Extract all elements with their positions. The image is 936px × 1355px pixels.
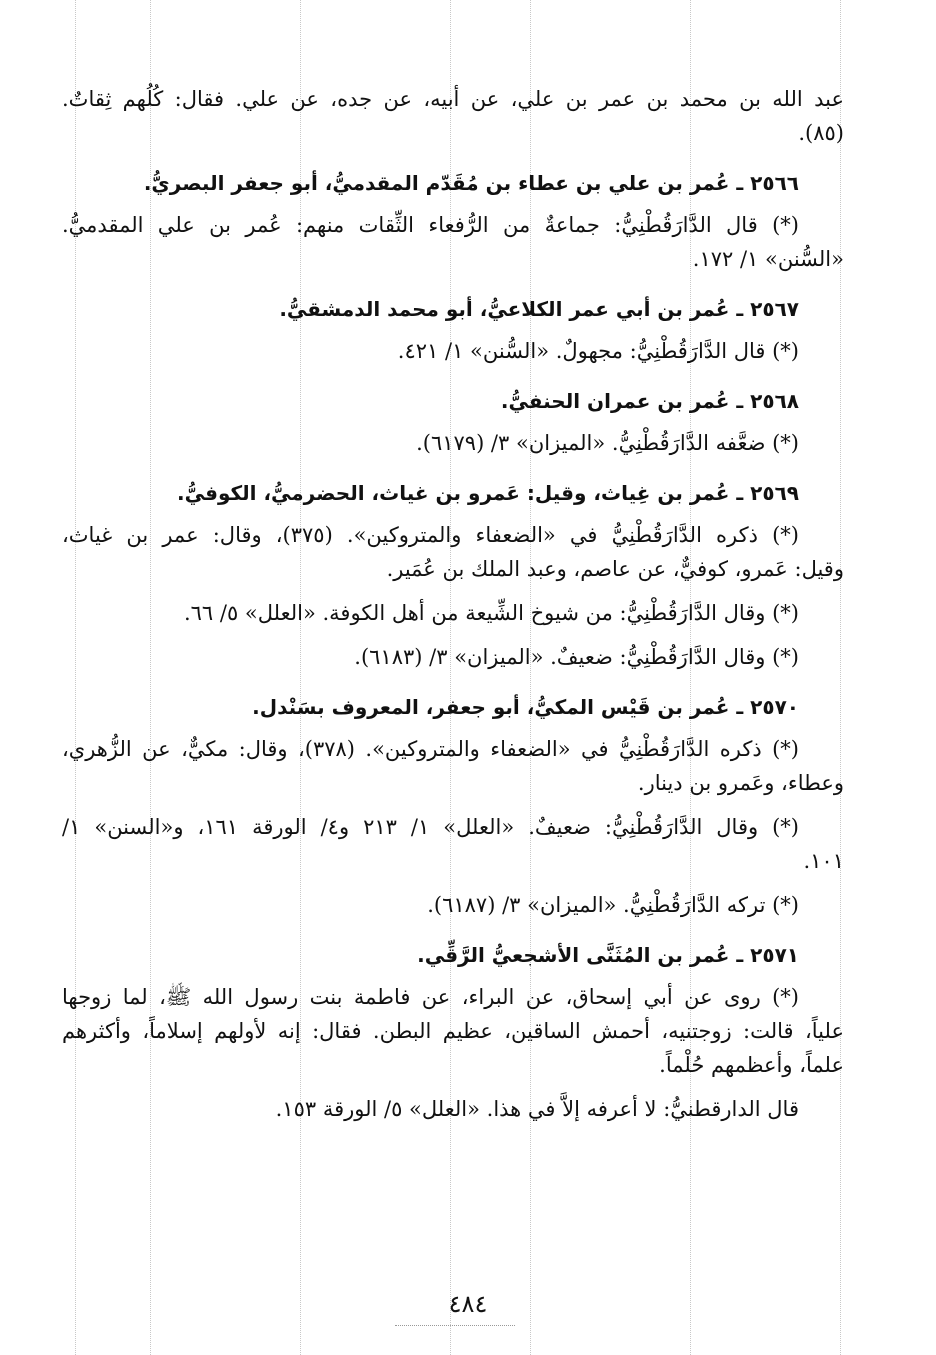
entry-paragraph — [62, 888, 844, 922]
entry-paragraph — [62, 426, 844, 460]
page-number-rule — [395, 1325, 515, 1326]
entry-2567 — [62, 292, 844, 368]
text-line: (*) تركه الدَّارَقُطْنِيُّ. «الميزان» ٣/ (٦١٨٧). — [427, 893, 799, 917]
entry-2566 — [62, 166, 844, 276]
entry-2571 — [62, 938, 844, 1126]
text-line: (*) قال الدَّارَقُطْنِيُّ: مجهولٌ. «السُّنن» ١/ ٤٢١. — [397, 339, 799, 363]
text-line: (*) قال الدَّارَقُطْنِيُّ: جماعةٌ من الرُّفعاء الثِّقات منهم: عُمر بن علي المقدميُّ. — [62, 213, 799, 237]
text-line: عبد الله بن محمد بن عمر بن علي، عن أبيه، عن جده، عن علي. فقال: كُلُهم ثِقاتٌ. — [62, 87, 844, 111]
entry-heading: ٢٥٦٦ ـ عُمر بن علي بن عطاء بن مُقَدّم المقدميُّ، أبو جعفر البصريُّ. — [143, 171, 799, 195]
text-line: وعطاء، وعَمرو بن دينار. — [637, 771, 844, 795]
text-line: (*) روى عن أبي إسحاق، عن البراء، عن فاطمة بنت رسول الله ﷺ، لما زوجها — [62, 985, 799, 1009]
entry-paragraph — [62, 640, 844, 674]
text-line: (*) وقال الدَّارَقُطْنِيُّ: ضعيفٌ. «العلل» ١/ ٢١٣ و٤/ الورقة ١٦١، و«السنن» ١/ — [62, 815, 799, 839]
entry-paragraph — [62, 334, 844, 368]
entry-heading: ٢٥٦٧ ـ عُمر بن أبي عمر الكلاعيُّ، أبو محمد الدمشقيُّ. — [279, 297, 799, 321]
text-line: قال الدارقطنيُّ: لا أعرفه إلاَّ في هذا. «العلل» ٥/ الورقة ١٥٣. — [275, 1097, 799, 1121]
text-line: (*) وقال الدَّارَقُطْنِيُّ: من شيوخ الشِّيعة من أهل الكوفة. «العلل» ٥/ ٦٦. — [183, 601, 799, 625]
entry-heading: ٢٥٦٩ ـ عُمر بن غِياث، وقيل: عَمرو بن غياث، الحضرميُّ، الكوفيُّ. — [177, 481, 799, 505]
text-line: ١٠١. — [803, 849, 844, 873]
text-line: وقيل: عَمرو، كوفيٌّ، عن عاصم، وعبد الملك بن عُمَير. — [386, 557, 844, 581]
entry-2568 — [62, 384, 844, 460]
entry-2569 — [62, 476, 844, 674]
page-content — [62, 82, 844, 1136]
entry-heading: ٢٥٧١ ـ عُمر بن المُثَنَّى الأشجعيُّ الرَّقِّي. — [417, 943, 799, 967]
text-line: (*) ضعَّفه الدَّارَقُطْنِيُّ. «الميزان» ٣/ (٦١٧٩). — [416, 431, 799, 455]
entry-heading: ٢٥٦٨ ـ عُمر بن عمران الحنفيُّ. — [500, 389, 799, 413]
entry-paragraph — [62, 1092, 844, 1126]
text-line: (*) ذكره الدَّارَقُطْنِيُّ في «الضعفاء والمتروكين». (٣٧٨)، وقال: مكيٌّ، عن الزُّهري، — [62, 737, 799, 761]
entry-heading: ٢٥٧٠ ـ عُمر بن قَيْس المكيُّ، أبو جعفر، المعروف بسَنْدل. — [252, 695, 799, 719]
text-line: (٨٥). — [798, 121, 844, 145]
text-line: (*) ذكره الدَّارَقُطْنِيُّ في «الضعفاء والمتروكين». (٣٧٥)، وقال: عمر بن غياث، — [62, 523, 799, 547]
entry-2570 — [62, 690, 844, 922]
entry-paragraph — [62, 596, 844, 630]
entry-paragraph — [62, 810, 844, 878]
intro-paragraph — [62, 82, 844, 150]
entry-paragraph — [62, 732, 844, 800]
text-line: علماً، وأعظمهم حُلْماً. — [659, 1053, 844, 1077]
text-line: «السُّنن» ١/ ١٧٢. — [692, 247, 844, 271]
entry-paragraph — [62, 518, 844, 586]
entry-paragraph — [62, 208, 844, 276]
page-number: ٤٨٤ — [448, 1290, 488, 1318]
text-line: (*) وقال الدَّارَقُطْنِيُّ: ضعيفٌ. «الميزان» ٣/ (٦١٨٣). — [354, 645, 799, 669]
entry-paragraph — [62, 980, 844, 1082]
text-line: علياً، قالت: زوجتنيه، أحمش الساقين، عظيم البطن. فقال: إنه لأولهم إسلاماً، وأكثرهم — [62, 1019, 844, 1043]
